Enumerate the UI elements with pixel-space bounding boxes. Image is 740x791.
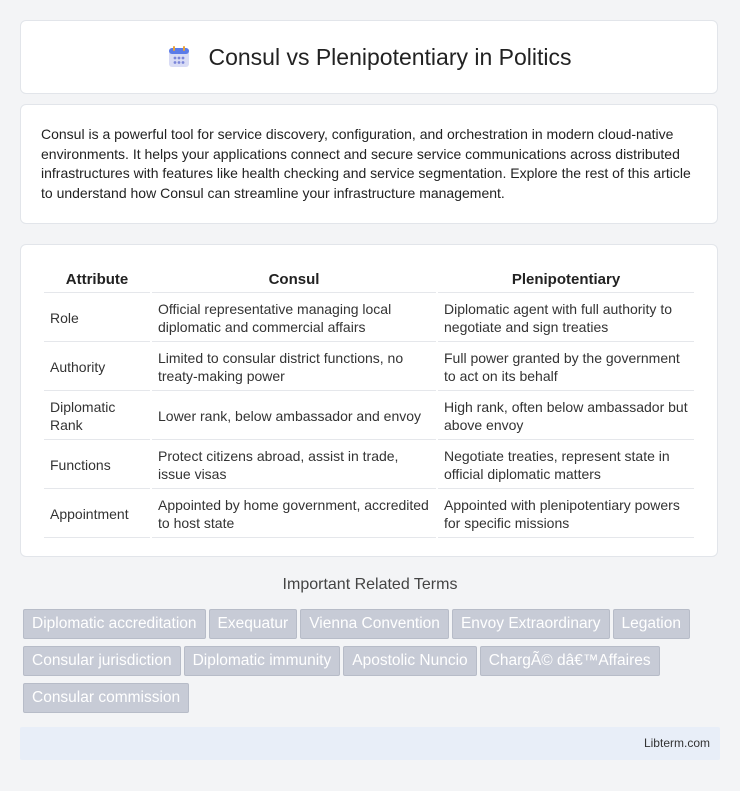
consul-cell: Lower rank, below ambassador and envoy: [152, 393, 436, 440]
consul-cell: Official representative managing local diplomatic and commercial affairs: [152, 295, 436, 342]
plenipotentiary-cell: Diplomatic agent with full authority to negotiate and sign treaties: [438, 295, 694, 342]
related-term-tag[interactable]: Legation: [613, 609, 690, 639]
table-row: [44, 344, 694, 391]
table-row: [44, 442, 694, 489]
plenipotentiary-cell: Full power granted by the government to act on its behalf: [438, 344, 694, 391]
footer-site-link[interactable]: Libterm.com: [643, 736, 710, 750]
table-row: [44, 491, 694, 538]
column-header: Attribute: [44, 267, 150, 293]
comparison-table: [42, 265, 696, 540]
comparison-card: [20, 244, 718, 557]
table-row: [44, 393, 694, 440]
related-term-tag[interactable]: Diplomatic immunity: [184, 646, 341, 676]
attribute-cell: Role: [44, 295, 150, 342]
footer: [20, 727, 720, 760]
page-title: Consul vs Plenipotentiary in Politics: [208, 43, 572, 70]
related-term-tag[interactable]: Envoy Extraordinary: [452, 609, 610, 639]
calendar-icon: [166, 44, 192, 70]
attribute-cell: Authority: [44, 344, 150, 391]
attribute-cell: Appointment: [44, 491, 150, 538]
related-terms-list: [23, 609, 723, 720]
column-header: Consul: [152, 267, 436, 293]
column-header: Plenipotentiary: [438, 267, 694, 293]
intro-card: [20, 104, 718, 224]
plenipotentiary-cell: Negotiate treaties, represent state in official diplomatic matters: [438, 442, 694, 489]
related-term-tag[interactable]: Apostolic Nuncio: [343, 646, 476, 676]
plenipotentiary-cell: Appointed with plenipotentiary powers for specific missions: [438, 491, 694, 538]
related-term-tag[interactable]: ChargÃ© dâ€™Affaires: [480, 646, 660, 676]
table-header-row: [44, 267, 694, 293]
related-term-tag[interactable]: Consular jurisdiction: [23, 646, 181, 676]
consul-cell: Limited to consular district functions, no treaty-making power: [152, 344, 436, 391]
attribute-cell: Functions: [44, 442, 150, 489]
attribute-cell: Diplomatic Rank: [44, 393, 150, 440]
table-row: [44, 295, 694, 342]
related-term-tag[interactable]: Consular commission: [23, 683, 189, 713]
related-term-tag[interactable]: Vienna Convention: [300, 609, 449, 639]
consul-cell: Protect citizens abroad, assist in trade, issue visas: [152, 442, 436, 489]
consul-cell: Appointed by home government, accredited to host state: [152, 491, 436, 538]
plenipotentiary-cell: High rank, often below ambassador but above envoy: [438, 393, 694, 440]
related-terms-title: Important Related Terms: [282, 576, 458, 593]
related-term-tag[interactable]: Exequatur: [209, 609, 298, 639]
header-card: [20, 20, 718, 94]
intro-text: Consul is a powerful tool for service discovery, configuration, and orchestration in modern cloud-native environments. It helps your applications connect and secure service communications across distributed infrastructures with features like health checking and service segmentation. Explore the rest of this article to understand how Consul can streamline your infrastructure management.: [41, 126, 691, 201]
related-term-tag[interactable]: Diplomatic accreditation: [23, 609, 206, 639]
